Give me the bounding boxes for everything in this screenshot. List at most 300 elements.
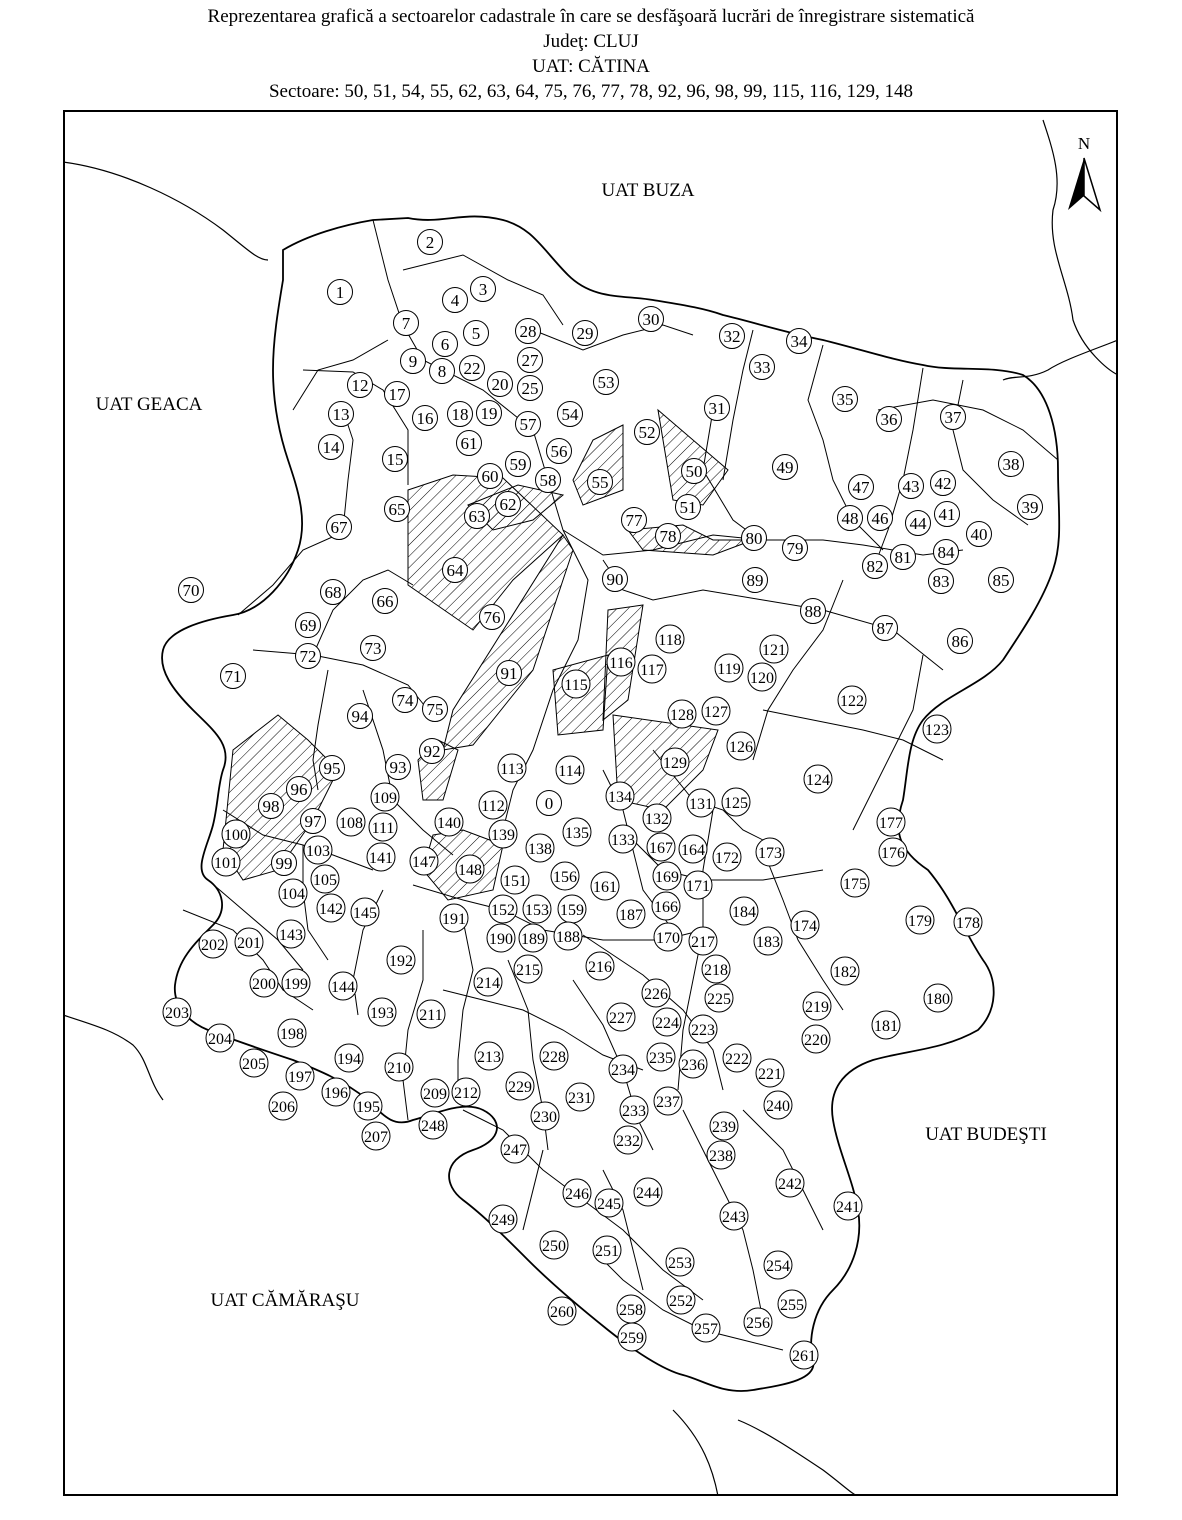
sector-number: 8 — [437, 362, 447, 381]
sector-number: 12 — [351, 376, 369, 395]
sector-marker-55 — [588, 470, 613, 495]
sector-number: 100 — [224, 827, 248, 844]
sector-number: 4 — [450, 291, 460, 310]
sector-marker-221 — [756, 1059, 784, 1087]
sector-marker-203 — [163, 998, 191, 1026]
sector-marker-120 — [748, 663, 776, 691]
sector-number: 232 — [616, 1133, 640, 1150]
neighbor-label-geaca: UAT GEACA — [95, 394, 203, 415]
sector-marker-254 — [764, 1251, 792, 1279]
sector-marker-211 — [417, 1000, 445, 1028]
sector-number: 93 — [389, 758, 407, 777]
sector-number: 62 — [499, 495, 517, 514]
sector-number: 184 — [732, 904, 756, 921]
sector-marker-28 — [516, 319, 541, 344]
sector-marker-51 — [676, 495, 701, 520]
sector-marker-33 — [750, 355, 775, 380]
sector-marker-82 — [863, 554, 888, 579]
sector-number: 7 — [401, 314, 411, 333]
sector-marker-188 — [554, 922, 582, 950]
sector-marker-27 — [518, 348, 543, 373]
sector-number: 187 — [619, 907, 643, 924]
sector-number: 257 — [694, 1321, 718, 1338]
sector-number: 13 — [332, 405, 350, 424]
sector-number: 240 — [766, 1098, 790, 1115]
sector-number: 238 — [709, 1148, 733, 1165]
sector-marker-259 — [618, 1323, 646, 1351]
sector-number: 83 — [932, 572, 950, 591]
sector-number: 241 — [836, 1199, 860, 1216]
sector-number: 36 — [880, 410, 898, 429]
sector-number: 248 — [421, 1118, 445, 1135]
sector-marker-140 — [435, 808, 463, 836]
neighbor-label-budesti: UAT BUDEŞTI — [925, 1124, 1047, 1145]
sector-number: 29 — [576, 324, 594, 343]
sector-marker-190 — [487, 924, 515, 952]
sector-number: 214 — [476, 975, 500, 992]
sector-number: 182 — [833, 964, 857, 981]
sector-number: 135 — [565, 825, 589, 842]
sector-number: 14 — [322, 438, 340, 457]
neighbor-label-camarasu: UAT CĂMĂRAŞU — [210, 1290, 360, 1311]
sector-number: 95 — [323, 759, 341, 778]
sector-marker-184 — [730, 897, 758, 925]
neighbor-label-buza: UAT BUZA — [601, 180, 695, 201]
sector-marker-128 — [668, 700, 696, 728]
sector-number: 180 — [926, 991, 950, 1008]
sector-number: 131 — [689, 796, 713, 813]
sector-number: 64 — [446, 561, 464, 580]
sector-marker-56 — [547, 439, 572, 464]
sector-marker-233 — [620, 1096, 648, 1124]
sector-marker-63 — [465, 504, 490, 529]
sector-number: 222 — [725, 1051, 749, 1068]
sector-number: 125 — [724, 795, 748, 812]
sector-marker-133 — [609, 825, 637, 853]
sector-number: 16 — [416, 409, 434, 428]
sector-number: 203 — [165, 1005, 189, 1022]
sector-number: 173 — [758, 845, 782, 862]
sector-number: 215 — [516, 962, 540, 979]
sector-marker-38 — [999, 452, 1024, 477]
sector-number: 256 — [746, 1315, 770, 1332]
sector-marker-201 — [235, 928, 263, 956]
sector-number: 134 — [608, 789, 632, 806]
sector-number: 76 — [483, 608, 501, 627]
sector-marker-129 — [661, 748, 689, 776]
sector-marker-39 — [1018, 495, 1043, 520]
sector-number: 221 — [758, 1066, 782, 1083]
sector-marker-108 — [337, 808, 365, 836]
sector-number: 170 — [656, 930, 680, 947]
sector-marker-103 — [304, 836, 332, 864]
sector-number: 177 — [879, 815, 903, 832]
sector-marker-224 — [653, 1008, 681, 1036]
sector-number: 54 — [561, 405, 579, 424]
sector-marker-109 — [371, 783, 399, 811]
sector-marker-75 — [423, 697, 448, 722]
sector-number: 73 — [364, 639, 382, 658]
sector-marker-112 — [479, 791, 507, 819]
sector-marker-1 — [328, 280, 353, 305]
sector-marker-141 — [367, 843, 395, 871]
sector-number: 249 — [491, 1212, 515, 1229]
sector-marker-30 — [639, 307, 664, 332]
sector-number: 51 — [679, 498, 697, 517]
sector-marker-66 — [373, 589, 398, 614]
sector-number: 245 — [597, 1196, 621, 1213]
sector-number: 261 — [792, 1348, 816, 1365]
sector-number: 260 — [550, 1304, 574, 1321]
sector-marker-166 — [652, 892, 680, 920]
sector-marker-100 — [222, 820, 250, 848]
sector-marker-174 — [791, 911, 819, 939]
sector-number: 139 — [491, 827, 515, 844]
sector-number: 234 — [611, 1062, 635, 1079]
sector-marker-114 — [556, 756, 584, 784]
sector-marker-196 — [322, 1078, 350, 1106]
sector-number: 17 — [388, 385, 406, 404]
sector-marker-244 — [634, 1178, 662, 1206]
sector-marker-139 — [489, 820, 517, 848]
sector-marker-193 — [368, 998, 396, 1026]
sector-number: 124 — [806, 772, 830, 789]
sector-marker-125 — [722, 788, 750, 816]
sector-marker-62 — [496, 492, 521, 517]
sector-marker-52 — [635, 420, 660, 445]
sector-number: 233 — [622, 1103, 646, 1120]
sector-marker-7 — [394, 311, 419, 336]
sector-number: 206 — [271, 1099, 295, 1116]
sector-number: 235 — [649, 1050, 673, 1067]
sector-marker-5 — [464, 321, 489, 346]
sector-number: 43 — [902, 477, 920, 496]
sector-marker-261 — [790, 1341, 818, 1369]
sector-marker-95 — [320, 756, 345, 781]
sector-marker-78 — [656, 524, 681, 549]
map-title: Reprezentarea grafică a sectoarelor cadastrale în care se desfăşoară lucrări de înregistrare sistematică — [207, 6, 975, 27]
sector-number: 115 — [564, 677, 588, 694]
sector-number: 120 — [750, 670, 774, 687]
sector-marker-228 — [540, 1042, 568, 1070]
sector-marker-67 — [327, 515, 352, 540]
sector-marker-192 — [387, 946, 415, 974]
sector-number: 239 — [712, 1119, 736, 1136]
sector-number: 116 — [609, 655, 633, 672]
sector-marker-101 — [212, 848, 240, 876]
sector-number: 119 — [717, 661, 741, 678]
sector-number: 44 — [909, 514, 927, 533]
sector-marker-49 — [773, 455, 798, 480]
sector-marker-152 — [489, 895, 517, 923]
sector-number: 109 — [373, 790, 397, 807]
sector-number: 244 — [636, 1185, 660, 1202]
sector-marker-18 — [448, 402, 473, 427]
sector-marker-251 — [593, 1236, 621, 1264]
sector-marker-96 — [287, 777, 312, 802]
sector-number: 72 — [299, 647, 317, 666]
sector-marker-84 — [934, 540, 959, 565]
sector-marker-59 — [506, 452, 531, 477]
sector-marker-88 — [801, 599, 826, 624]
sector-marker-92 — [420, 739, 445, 764]
sector-number: 254 — [766, 1258, 790, 1275]
sector-marker-197 — [286, 1062, 314, 1090]
sector-number: 243 — [722, 1209, 746, 1226]
sector-number: 56 — [550, 442, 568, 461]
sector-number: 126 — [729, 739, 753, 756]
sector-number: 140 — [437, 815, 461, 832]
sector-marker-189 — [519, 924, 547, 952]
sector-marker-250 — [540, 1231, 568, 1259]
sector-number: 167 — [649, 840, 673, 857]
sector-number: 228 — [542, 1049, 566, 1066]
sector-marker-70 — [179, 578, 204, 603]
sector-number: 166 — [654, 899, 678, 916]
sector-number: 217 — [691, 934, 715, 951]
sector-marker-97 — [301, 809, 326, 834]
sector-number: 31 — [708, 399, 726, 418]
sector-marker-145 — [351, 898, 379, 926]
sector-marker-76 — [480, 605, 505, 630]
sector-number: 57 — [519, 415, 537, 434]
sector-number: 153 — [525, 902, 549, 919]
sector-marker-117 — [638, 655, 666, 683]
sector-number: 2 — [425, 233, 435, 252]
sector-number: 91 — [500, 664, 518, 683]
sector-marker-37 — [941, 405, 966, 430]
sector-marker-199 — [282, 969, 310, 997]
sector-marker-118 — [656, 625, 684, 653]
sector-marker-119 — [715, 654, 743, 682]
sector-number: 104 — [281, 886, 305, 903]
sector-marker-58 — [536, 468, 561, 493]
sector-marker-131 — [687, 789, 715, 817]
sector-marker-121 — [760, 635, 788, 663]
sector-number: 152 — [491, 902, 515, 919]
sector-marker-64 — [443, 558, 468, 583]
sector-number: 175 — [843, 876, 867, 893]
sector-number: 103 — [306, 843, 330, 860]
sector-marker-252 — [667, 1286, 695, 1314]
sector-number: 121 — [762, 642, 786, 659]
sector-marker-41 — [935, 502, 960, 527]
sector-marker-54 — [558, 402, 583, 427]
sector-marker-142 — [317, 894, 345, 922]
sector-number: 68 — [324, 583, 342, 602]
sector-number: 86 — [951, 632, 969, 651]
sector-number: 66 — [376, 592, 394, 611]
sector-marker-83 — [929, 569, 954, 594]
sector-number: 70 — [182, 581, 200, 600]
sector-marker-223 — [689, 1015, 717, 1043]
sector-marker-161 — [591, 872, 619, 900]
sector-number: 227 — [609, 1010, 633, 1027]
sector-number: 138 — [528, 841, 552, 858]
sector-marker-255 — [778, 1290, 806, 1318]
sector-marker-226 — [642, 979, 670, 1007]
sector-marker-16 — [413, 406, 438, 431]
sector-marker-46 — [868, 506, 893, 531]
sector-marker-191 — [440, 904, 468, 932]
county-label: Judeţ: CLUJ — [543, 31, 639, 52]
sector-marker-111 — [369, 813, 397, 841]
sector-number: 205 — [242, 1056, 266, 1073]
sector-marker-74 — [393, 688, 418, 713]
north-label: N — [1077, 134, 1091, 153]
sector-number: 218 — [704, 962, 728, 979]
sector-marker-219 — [803, 992, 831, 1020]
sector-number: 81 — [894, 548, 912, 567]
sector-marker-115 — [562, 670, 590, 698]
sector-marker-195 — [354, 1092, 382, 1120]
sector-number: 229 — [508, 1079, 532, 1096]
sector-marker-36 — [877, 407, 902, 432]
sector-marker-209 — [421, 1079, 449, 1107]
sector-number: 32 — [723, 327, 741, 346]
sector-number: 210 — [387, 1060, 411, 1077]
sector-marker-151 — [501, 866, 529, 894]
sector-number: 82 — [866, 557, 884, 576]
sector-marker-246 — [563, 1179, 591, 1207]
sector-number: 226 — [644, 986, 668, 1003]
cadastral-map — [63, 110, 1118, 1496]
sector-marker-239 — [710, 1112, 738, 1140]
sector-number: 112 — [481, 798, 505, 815]
sector-marker-176 — [879, 838, 907, 866]
sector-number: 258 — [619, 1302, 643, 1319]
sector-number: 197 — [288, 1069, 312, 1086]
sector-number: 212 — [454, 1085, 478, 1102]
sector-number: 75 — [426, 700, 444, 719]
sector-number: 216 — [588, 959, 612, 976]
sector-marker-124 — [804, 765, 832, 793]
sector-marker-144 — [329, 972, 357, 1000]
sector-marker-173 — [756, 838, 784, 866]
sector-number: 181 — [874, 1018, 898, 1035]
sector-marker-126 — [727, 732, 755, 760]
sector-number: 156 — [553, 869, 577, 886]
sector-marker-253 — [666, 1248, 694, 1276]
sector-marker-248 — [419, 1111, 447, 1139]
sector-number: 85 — [992, 571, 1010, 590]
sector-number: 143 — [279, 927, 303, 944]
sector-marker-172 — [713, 843, 741, 871]
sector-number: 219 — [805, 999, 829, 1016]
sector-number: 50 — [685, 462, 703, 481]
sector-marker-17 — [385, 382, 410, 407]
sector-number: 59 — [509, 455, 527, 474]
sector-marker-214 — [474, 968, 502, 996]
sector-number: 5 — [471, 324, 481, 343]
sector-number: 40 — [970, 525, 988, 544]
sector-marker-241 — [834, 1192, 862, 1220]
sector-marker-68 — [321, 580, 346, 605]
sector-marker-245 — [595, 1189, 623, 1217]
sector-marker-73 — [361, 636, 386, 661]
sector-number: 161 — [593, 879, 617, 896]
sector-number: 58 — [539, 471, 557, 490]
sector-number: 87 — [876, 619, 894, 638]
sector-marker-182 — [831, 957, 859, 985]
sector-marker-3 — [471, 277, 496, 302]
sector-marker-238 — [707, 1141, 735, 1169]
sector-number: 41 — [938, 505, 956, 524]
sector-marker-242 — [776, 1169, 804, 1197]
sector-number: 237 — [656, 1094, 680, 1111]
sector-marker-167 — [647, 833, 675, 861]
sector-marker-249 — [489, 1205, 517, 1233]
sector-number: 159 — [560, 902, 584, 919]
sector-marker-217 — [689, 927, 717, 955]
sector-number: 201 — [237, 935, 261, 952]
sector-marker-200 — [250, 969, 278, 997]
sector-marker-183 — [754, 927, 782, 955]
sector-number: 127 — [704, 704, 728, 721]
sector-number: 204 — [208, 1031, 232, 1048]
sector-marker-231 — [566, 1083, 594, 1111]
sector-marker-15 — [383, 447, 408, 472]
sector-marker-247 — [501, 1135, 529, 1163]
sector-number: 250 — [542, 1238, 566, 1255]
sector-number: 133 — [611, 832, 635, 849]
sector-number: 65 — [388, 500, 406, 519]
sector-number: 34 — [790, 332, 808, 351]
sector-number: 230 — [533, 1109, 557, 1126]
sector-number: 80 — [745, 529, 763, 548]
sector-marker-216 — [586, 952, 614, 980]
sector-marker-43 — [899, 474, 924, 499]
sector-marker-105 — [311, 865, 339, 893]
sector-labels — [163, 230, 1043, 1370]
sector-number: 35 — [836, 390, 854, 409]
sector-marker-34 — [787, 329, 812, 354]
sector-number: 42 — [934, 474, 952, 493]
sector-number: 90 — [606, 570, 624, 589]
sector-marker-65 — [385, 497, 410, 522]
sector-number: 89 — [746, 571, 764, 590]
sector-marker-79 — [783, 536, 808, 561]
sector-number: 18 — [451, 405, 469, 424]
sector-number: 231 — [568, 1090, 592, 1107]
sector-marker-138 — [526, 834, 554, 862]
sector-number: 151 — [503, 873, 527, 890]
sector-marker-227 — [607, 1003, 635, 1031]
sector-marker-113 — [498, 754, 526, 782]
sector-marker-57 — [516, 412, 541, 437]
sector-number: 114 — [558, 763, 582, 780]
sector-number: 247 — [503, 1142, 527, 1159]
sector-marker-14 — [319, 435, 344, 460]
sector-number: 190 — [489, 931, 513, 948]
sector-number: 224 — [655, 1015, 679, 1032]
sector-number: 189 — [521, 931, 545, 948]
sector-marker-234 — [609, 1055, 637, 1083]
sector-marker-123 — [923, 715, 951, 743]
sector-marker-31 — [705, 396, 730, 421]
sector-marker-232 — [614, 1126, 642, 1154]
sector-number: 192 — [389, 953, 413, 970]
sector-number: 111 — [371, 820, 395, 837]
sector-marker-257 — [692, 1314, 720, 1342]
sector-number: 188 — [556, 929, 580, 946]
sector-number: 0 — [544, 794, 554, 813]
sector-marker-2 — [418, 230, 443, 255]
sector-number: 253 — [668, 1255, 692, 1272]
sector-marker-240 — [764, 1091, 792, 1119]
sector-number: 171 — [686, 878, 710, 895]
sector-number: 20 — [491, 375, 509, 394]
